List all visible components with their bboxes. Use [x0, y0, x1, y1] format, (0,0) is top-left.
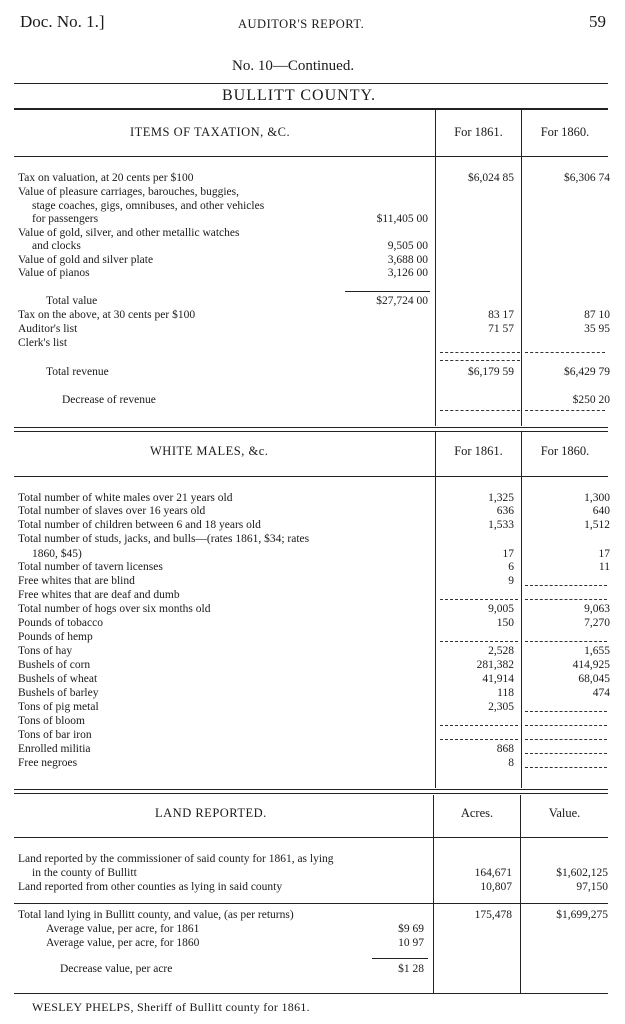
- land-row-label: Total land lying in Bullitt county, and value, (as per returns): [18, 909, 294, 921]
- white-males-1860-value: 640: [592, 505, 610, 517]
- dashed-rule: [440, 352, 520, 353]
- taxation-row-label: Total value: [46, 295, 98, 307]
- white-males-row-label: Free negroes: [18, 757, 78, 769]
- sheriff-signature: WESLEY PHELPS, Sheriff of Bullitt county for 1861.: [32, 1000, 310, 1014]
- dashed-rule: [525, 585, 607, 586]
- white-males-1860-value: 68,045: [578, 673, 610, 685]
- taxation-row-label: Auditor's list: [18, 323, 78, 335]
- land-row-label: in the county of Bullitt: [32, 867, 137, 879]
- page-number: 59: [589, 12, 606, 31]
- col-divider: [433, 795, 434, 993]
- document-number: Doc. No. 1.]: [20, 12, 105, 31]
- taxation-row-label: Total revenue: [46, 366, 109, 378]
- taxation-row-value: 3,126 00: [387, 267, 428, 279]
- white-males-1860-value: 17: [598, 548, 610, 560]
- taxation-row-value: 3,688 00: [387, 254, 428, 266]
- white-males-1861-value: 2,305: [488, 701, 514, 713]
- dashed-rule: [525, 753, 607, 754]
- taxation-row-label: Value of gold and silver plate: [18, 254, 154, 266]
- white-males-1861-value: 9: [508, 575, 514, 587]
- dashed-rule: [440, 739, 518, 740]
- white-males-1860-value: 1,655: [584, 645, 610, 657]
- white-males-row-label: Tons of bloom: [18, 715, 85, 727]
- white-males-row-label: Total number of children between 6 and 18 years old: [18, 519, 261, 531]
- dashed-rule: [440, 725, 518, 726]
- taxation-row-value: 9,505 00: [387, 240, 428, 252]
- rule-county: [14, 108, 608, 110]
- land-row-label: Average value, per acre, for 1860: [46, 937, 200, 949]
- white-males-1860-value: 474: [592, 687, 610, 699]
- rule-top: [14, 83, 608, 84]
- taxation-row-label: Clerk's list: [18, 337, 68, 349]
- rule: [14, 789, 608, 790]
- taxation-row-label: Value of pianos: [18, 267, 90, 279]
- dashed-rule: [525, 739, 607, 740]
- land-acres-value: 10,807: [480, 881, 512, 893]
- land-row-label: Average value, per acre, for 1861: [46, 923, 200, 935]
- rule: [14, 476, 608, 477]
- taxation-1860-value: $6,429 79: [564, 366, 610, 378]
- taxation-1861-value: $6,024 85: [468, 172, 514, 184]
- taxation-row-value: $27,724 00: [376, 295, 428, 307]
- dashed-rule: [440, 641, 518, 642]
- dashed-rule: [525, 641, 607, 642]
- white-males-1860-value: 1,300: [584, 492, 610, 504]
- white-males-1861-value: 1,533: [488, 519, 514, 531]
- land-row-label: Land reported by the commissioner of said county for 1861, as lying: [18, 853, 334, 865]
- white-males-1861-value: 6: [508, 561, 514, 573]
- white-males-1861-value: 636: [496, 505, 514, 517]
- white-males-row-label: Free whites that are deaf and dumb: [18, 589, 180, 601]
- white-males-row-label: Bushels of corn: [18, 659, 91, 671]
- land-col-acres: Acres.: [460, 806, 494, 820]
- white-males-heading: WHITE MALES, &c.: [150, 444, 269, 458]
- white-males-row-label: 1860, $45): [32, 548, 82, 560]
- land-value-value: $1,699,275: [556, 909, 608, 921]
- rule: [14, 427, 608, 428]
- land-row-value: $1 28: [398, 963, 424, 975]
- white-males-1861-value: 281,382: [476, 659, 514, 671]
- white-males-row-label: Tons of bar iron: [18, 729, 92, 741]
- rule: [14, 993, 608, 994]
- white-males-col-1861: For 1861.: [454, 444, 503, 458]
- land-value-value: 97,150: [576, 881, 608, 893]
- white-males-1861-value: 17: [502, 548, 514, 560]
- land-col-value: Value.: [548, 806, 581, 820]
- taxation-row-label: and clocks: [32, 240, 81, 252]
- rule: [14, 431, 608, 432]
- white-males-row-label: Tons of pig metal: [18, 701, 99, 713]
- white-males-1860-value: 1,512: [584, 519, 610, 531]
- white-males-1861-value: 9,005: [488, 603, 514, 615]
- taxation-col-1861: For 1861.: [454, 125, 503, 139]
- land-row-label: Decrease value, per acre: [60, 963, 173, 975]
- white-males-1861-value: 118: [497, 687, 514, 699]
- white-males-row-label: Total number of slaves over 16 years old: [18, 505, 206, 517]
- taxation-row-label: for passengers: [32, 213, 99, 225]
- county-title: BULLITT COUNTY.: [222, 87, 376, 104]
- total-rule: [345, 291, 430, 292]
- total-rule: [372, 958, 428, 959]
- col-divider: [521, 110, 522, 426]
- rule: [14, 903, 608, 904]
- taxation-1861-value: 83 17: [488, 309, 514, 321]
- dashed-rule: [440, 360, 520, 361]
- running-header: AUDITOR'S REPORT.: [238, 17, 365, 31]
- taxation-1860-value: $6,306 74: [564, 172, 610, 184]
- white-males-col-1860: For 1860.: [540, 444, 590, 458]
- white-males-row-label: Tons of hay: [18, 645, 73, 657]
- white-males-row-label: Free whites that are blind: [18, 575, 135, 587]
- taxation-col-1860: For 1860.: [540, 125, 590, 139]
- white-males-1860-value: 11: [598, 561, 610, 573]
- white-males-row-label: Total number of hogs over six months old: [18, 603, 211, 615]
- rule: [14, 837, 608, 838]
- dashed-rule: [440, 599, 518, 600]
- land-heading: LAND REPORTED.: [155, 806, 267, 820]
- dashed-rule: [525, 711, 607, 712]
- dashed-rule: [525, 725, 607, 726]
- taxation-heading: ITEMS OF TAXATION, &C.: [130, 125, 291, 139]
- taxation-row-label: Value of gold, silver, and other metallic watches: [18, 227, 240, 239]
- table-title: No. 10—Continued.: [232, 58, 355, 74]
- land-row-label: Land reported from other counties as lying in said county: [18, 881, 283, 893]
- white-males-1860-value: 7,270: [584, 617, 610, 629]
- land-acres-value: 175,478: [474, 909, 512, 921]
- taxation-row-value: $11,405 00: [376, 213, 428, 225]
- taxation-row-label: Value of pleasure carriages, barouches, buggies,: [18, 186, 239, 198]
- dashed-rule: [525, 352, 605, 353]
- white-males-row-label: Enrolled militia: [18, 743, 91, 755]
- taxation-1860-value: $250 20: [572, 394, 610, 406]
- white-males-1861-value: 150: [496, 617, 514, 629]
- land-row-value: 10 97: [398, 937, 424, 949]
- white-males-row-label: Total number of studs, jacks, and bulls—(rates 1861, $34; rates: [18, 533, 310, 545]
- col-divider: [435, 110, 436, 426]
- white-males-1860-value: 9,063: [584, 603, 610, 615]
- dashed-rule: [525, 410, 605, 411]
- col-divider: [435, 431, 436, 788]
- rule: [14, 793, 608, 794]
- white-males-1861-value: 2,528: [488, 645, 514, 657]
- white-males-row-label: Pounds of hemp: [18, 631, 93, 643]
- land-acres-value: 164,671: [474, 867, 512, 879]
- taxation-row-label: Tax on valuation, at 20 cents per $100: [18, 172, 194, 184]
- taxation-1861-value: $6,179 59: [468, 366, 514, 378]
- white-males-1861-value: 868: [496, 743, 514, 755]
- white-males-1860-value: 414,925: [572, 659, 610, 671]
- white-males-1861-value: 1,325: [488, 492, 514, 504]
- dashed-rule: [525, 599, 607, 600]
- taxation-1860-value: 87 10: [584, 309, 610, 321]
- taxation-row-label: Decrease of revenue: [62, 394, 156, 406]
- white-males-row-label: Total number of white males over 21 years old: [18, 492, 233, 504]
- white-males-1861-value: 8: [508, 757, 514, 769]
- col-divider: [520, 795, 521, 993]
- taxation-row-label: stage coaches, gigs, omnibuses, and other vehicles: [32, 200, 265, 212]
- white-males-1861-value: 41,914: [482, 673, 514, 685]
- taxation-1860-value: 35 95: [584, 323, 610, 335]
- land-value-value: $1,602,125: [556, 867, 608, 879]
- white-males-row-label: Bushels of barley: [18, 687, 99, 699]
- rule: [14, 156, 608, 157]
- land-row-value: $9 69: [398, 923, 424, 935]
- white-males-row-label: Bushels of wheat: [18, 673, 98, 685]
- col-divider: [521, 431, 522, 788]
- taxation-1861-value: 71 57: [488, 323, 514, 335]
- dashed-rule: [440, 410, 520, 411]
- white-males-row-label: Pounds of tobacco: [18, 617, 103, 629]
- taxation-row-label: Tax on the above, at 30 cents per $100: [18, 309, 196, 321]
- white-males-row-label: Total number of tavern licenses: [18, 561, 163, 573]
- dashed-rule: [525, 767, 607, 768]
